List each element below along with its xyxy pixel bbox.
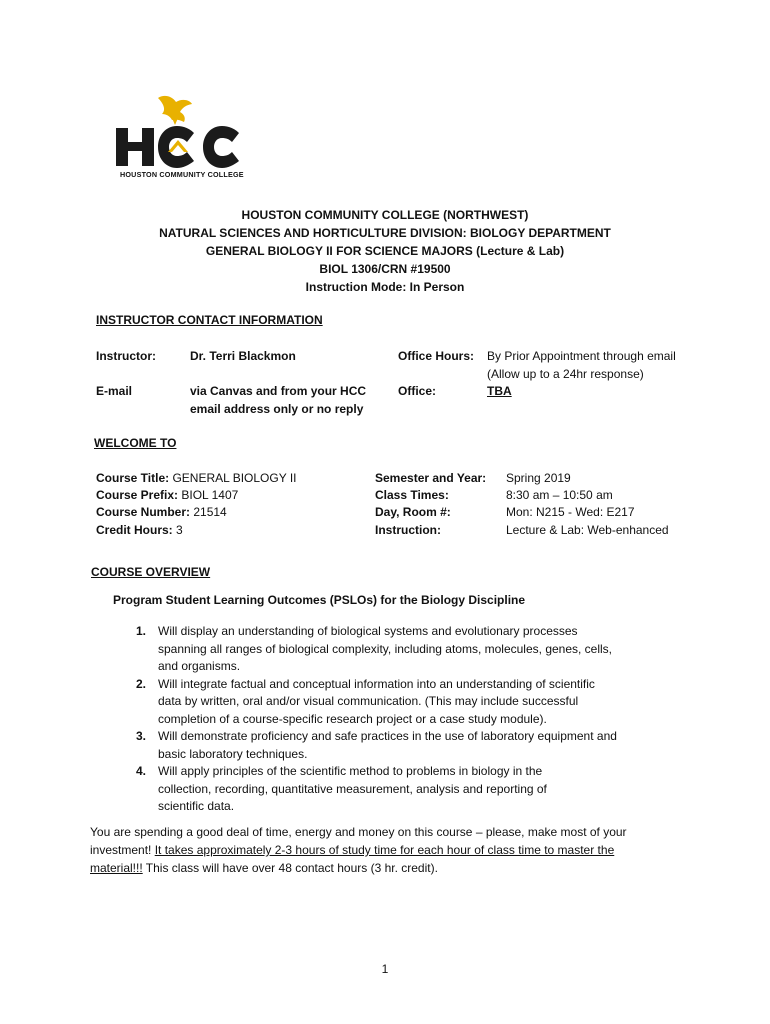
email-label: E-mail [96, 384, 133, 398]
list-item-line: basic laboratory techniques. [158, 746, 308, 761]
semester-label: Semester and Year: [375, 471, 487, 485]
course-number-value: 21514 [193, 505, 227, 519]
credit-hours-label: Credit Hours: [96, 523, 173, 537]
class-times-label: Class Times: [375, 488, 449, 502]
hcc-logo [112, 92, 244, 188]
list-item-line: Will display an understanding of biological systems and evolutionary processes [158, 624, 578, 638]
closing-line-3-rest: This class will have over 48 contact hours (3 hr. credit). [142, 861, 438, 875]
division-name: NATURAL SCIENCES AND HORTICULTURE DIVISION: BIOLOGY DEPARTMENT [159, 226, 611, 240]
list-item-line: and organisms. [158, 659, 241, 673]
instructor-name: Dr. Terri Blackmon [190, 349, 296, 363]
office-hours-label: Office Hours: [398, 349, 475, 363]
course-crn: BIOL 1306/CRN #19500 [319, 262, 451, 276]
class-times-value: 8:30 am – 10:50 am [506, 488, 613, 502]
list-item [128, 623, 668, 676]
course-full-title: GENERAL BIOLOGY II FOR SCIENCE MAJORS (Lecture & Lab) [205, 244, 565, 258]
closing-line-1: You are spending a good deal of time, energy and money on this course – please, make most of your [90, 825, 627, 839]
office-value: TBA [487, 384, 512, 398]
list-item-number: 4. [136, 764, 147, 778]
logo-letter-c2 [203, 126, 239, 168]
day-room-value: Mon: N215 - Wed: E217 [506, 505, 635, 519]
list-item-line: spanning all ranges of biological complexity, including atoms, molecules, genes, cells, [158, 641, 613, 656]
list-item-line: Will apply principles of the scientific method to problems in biology in the [158, 764, 543, 778]
welcome-title: WELCOME TO [94, 436, 177, 450]
logo-chevron [168, 140, 188, 152]
list-item [128, 676, 668, 729]
instructor-section-title: INSTRUCTOR CONTACT INFORMATION [96, 313, 323, 327]
hcc-logo-graphic [112, 92, 244, 172]
office-hours-value-2: (Allow up to a 24hr response) [487, 367, 644, 381]
document-header [0, 206, 770, 296]
course-title-row [96, 470, 297, 488]
office-label: Office: [398, 384, 437, 398]
instruction-value: Lecture & Lab: Web-enhanced [506, 523, 669, 537]
course-prefix-label: Course Prefix: [96, 488, 179, 502]
list-item-line: Will demonstrate proficiency and safe practices in the use of laboratory equipment and [158, 729, 617, 743]
pslo-heading: Program Student Learning Outcomes (PSLOs) for the Biology Discipline [113, 593, 526, 607]
list-item-line: Will integrate factual and conceptual information into an understanding of scientific [158, 676, 595, 691]
course-prefix-value: BIOL 1407 [181, 488, 239, 502]
page-number: 1 [381, 962, 389, 976]
logo-caption: HOUSTON COMMUNITY COLLEGE [120, 170, 244, 179]
closing-line-3-underlined: material!!! [90, 861, 143, 875]
list-item [128, 763, 668, 816]
list-item-line: collection, recording, quantitative measurement, analysis and reporting of [158, 781, 547, 796]
day-room-label: Day, Room #: [375, 505, 451, 519]
logo-letter-h [116, 128, 154, 166]
course-overview-title: COURSE OVERVIEW [91, 565, 211, 579]
pslo-list [128, 623, 668, 816]
course-title-label: Course Title: [96, 471, 170, 485]
college-name: HOUSTON COMMUNITY COLLEGE (NORTHWEST) [241, 208, 529, 222]
semester-value: Spring 2019 [506, 471, 571, 485]
closing-line-2-underlined: It takes approximately 2-3 hours of study time for each hour of class time to master the [154, 843, 615, 857]
credit-hours-value: 3 [176, 523, 183, 537]
list-item-line: completion of a course-specific research project or a case study module). [158, 711, 547, 726]
list-item-number: 3. [136, 729, 147, 743]
course-title-value: GENERAL BIOLOGY II [172, 471, 297, 485]
list-item-number: 2. [136, 676, 147, 691]
list-item-number: 1. [136, 624, 147, 638]
course-number-label: Course Number: [96, 505, 191, 519]
instructor-label: Instructor: [96, 349, 156, 363]
closing-paragraph [90, 823, 627, 877]
instruction-label: Instruction: [375, 523, 441, 537]
email-value-1: via Canvas and from your HCC [190, 384, 367, 398]
office-hours-value-1: By Prior Appointment through email [487, 349, 676, 363]
credit-hours-row [96, 522, 183, 540]
list-item-line: scientific data. [158, 799, 235, 813]
list-item-line: data by written, oral and/or visual communication. (This may include successful [158, 694, 579, 708]
instruction-mode: Instruction Mode: In Person [305, 280, 465, 294]
closing-line-2-prefix: investment! [90, 843, 155, 857]
email-value-2: email address only or no reply [190, 402, 364, 416]
course-prefix-row [96, 487, 238, 505]
list-item [128, 728, 668, 763]
course-number-row [96, 504, 227, 522]
